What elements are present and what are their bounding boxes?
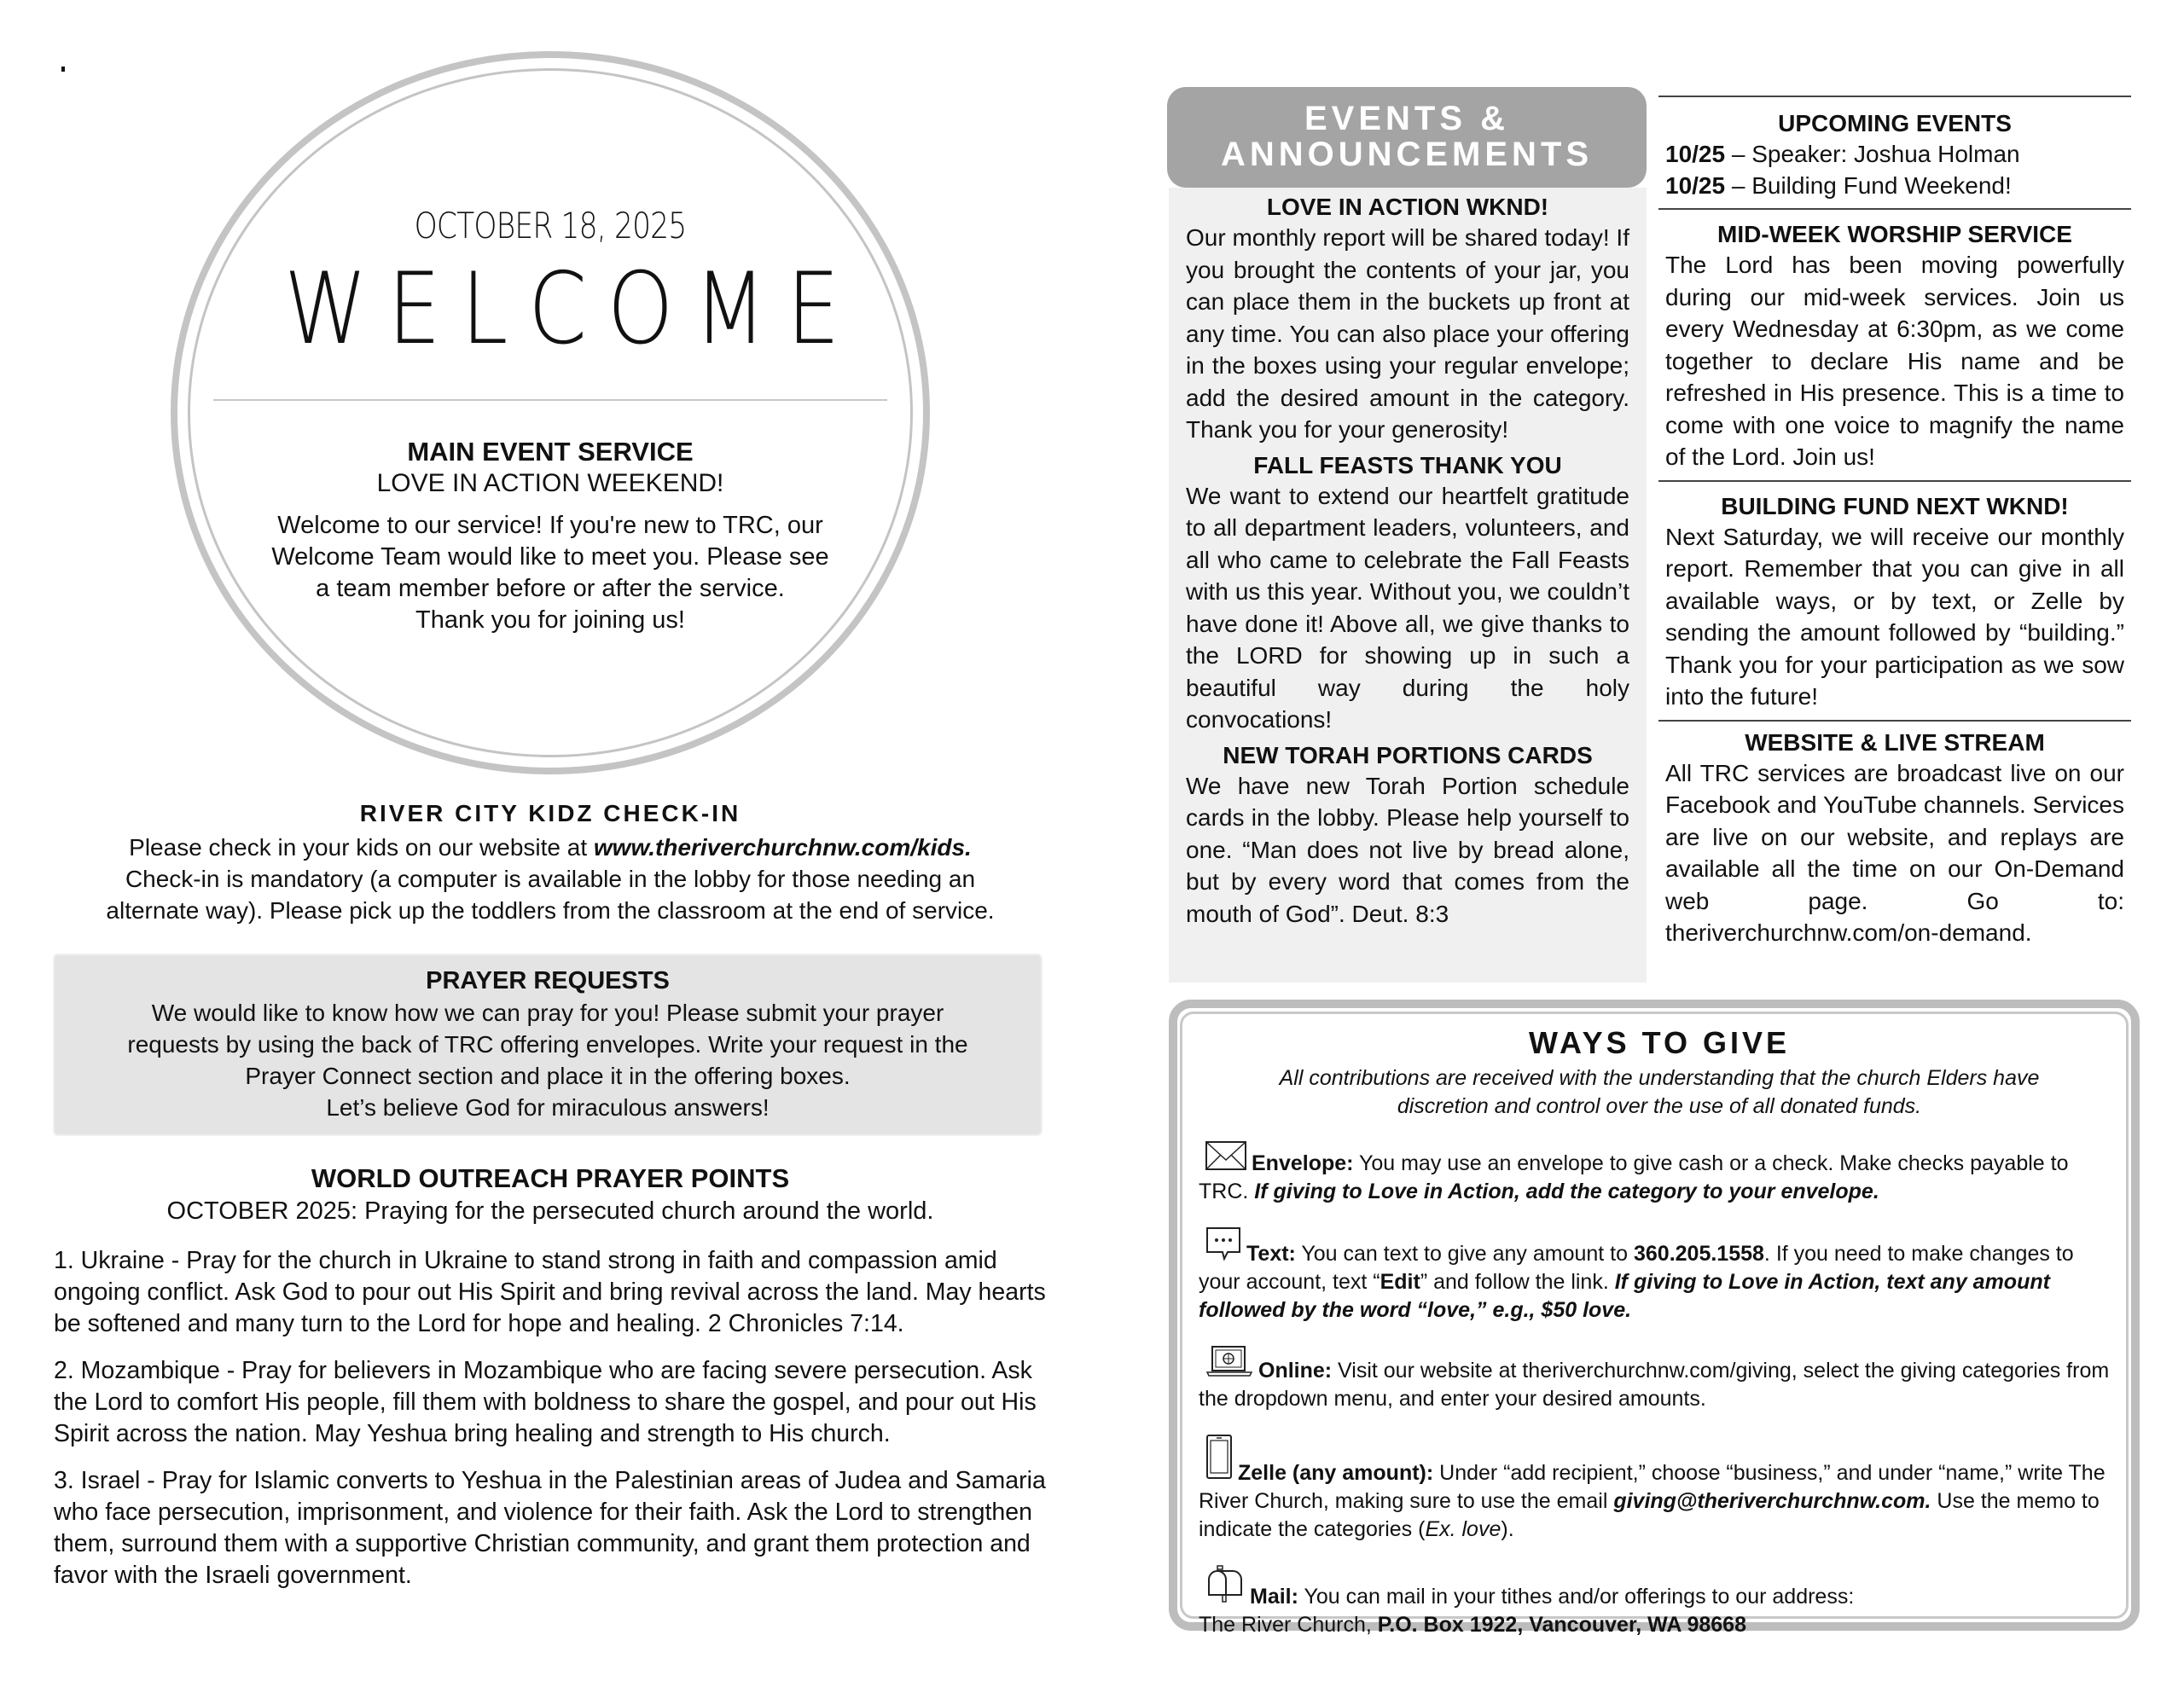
kidz-link[interactable]: www.theriverchurchnw.com/kids. <box>593 834 972 861</box>
section-title: BUILDING FUND NEXT WKND! <box>1721 492 2069 519</box>
give-method-online <box>1199 1345 2120 1413</box>
prayer-point-israel: 3. Israel - Pray for Islamic converts to Yeshua in the Palestinian areas of Judea and Samaria who face persecution, imprisonment, and violence for their faith. Ask the Lord to strengthen them, surround them with a supportive Christian community, and grant them protection and favor with the Israeli government. <box>54 1467 1046 1589</box>
prayer-line: requests by using the back of TRC offering envelopes. Write your request in the <box>127 1031 968 1058</box>
section-title: WEBSITE & LIVE STREAM <box>1745 728 2045 756</box>
welcome-message <box>213 510 887 636</box>
events-header-line2: ANNOUNCEMENTS <box>1220 136 1594 173</box>
welcome-line: Welcome to our service! If you're new to TRC, our <box>277 512 823 539</box>
give-method-text <box>1199 1226 2120 1325</box>
text-phone-number[interactable]: 360.205.1558 <box>1633 1242 1764 1266</box>
outreach-subtitle: OCTOBER 2025: Praying for the persecuted church around the world. <box>166 1197 934 1225</box>
zelle-label: Zelle (any amount): <box>1238 1461 1434 1485</box>
event-date: 10/25 <box>1665 172 1726 199</box>
kidz-line2: Check-in is mandatory (a computer is available in the lobby for those needing an <box>125 866 976 892</box>
prayer-line: Let’s believe God for miraculous answers! <box>326 1094 770 1121</box>
zelle-text: Under “add recipient,” choose “business,” and under “name,” write The River Church, making sure to use the email <box>1199 1461 2106 1513</box>
text-body: . If you need to make changes to your account, text “ <box>1199 1242 2074 1294</box>
divider <box>1658 96 2131 97</box>
online-label: Online: <box>1258 1359 1333 1383</box>
events-panel <box>1169 188 1647 983</box>
ways-to-give-disclaimer <box>1199 1064 2120 1121</box>
event-title: NEW TORAH PORTIONS CARDS <box>1223 741 1593 768</box>
outreach-prayer-points <box>54 1245 1052 1607</box>
section-body: The Lord has been moving powerfully during our mid-week services. Join us every Wednesday at 6:30pm, as we come together to declare His name and be refreshed in His presence. This is a time to come with one voice to magnify the name of the Lord. Join us! <box>1665 252 2124 470</box>
section-body: Next Saturday, we will receive our monthly report. Remember that you can give in all available ways, or by text, or Zelle by sending the amount followed by “building.” Thank you for your participation as we sow into the future! <box>1665 523 2124 710</box>
give-method-envelope <box>1199 1141 2120 1206</box>
laptop-globe-icon <box>1205 1345 1253 1385</box>
text-edit-keyword: Edit <box>1380 1270 1420 1294</box>
event-text: – Speaker: Joshua Holman <box>1725 141 2020 167</box>
give-method-zelle <box>1199 1434 2120 1544</box>
stray-dot-mark <box>61 67 65 72</box>
service-date: OCTOBER 18, 2025 <box>414 205 687 246</box>
right-column <box>1658 96 2131 956</box>
prayer-requests-body <box>55 997 1041 1123</box>
prayer-line: We would like to know how we can pray for you! Please submit your prayer <box>151 1000 944 1026</box>
prayer-line: Prayer Connect section and place it in the offering boxes. <box>245 1063 851 1089</box>
main-event-title: MAIN EVENT SERVICE <box>407 437 694 467</box>
kidz-line1: Please check in your kids on our website at <box>129 834 594 861</box>
text-label: Text: <box>1246 1242 1296 1266</box>
envelope-emphasis: If giving to Love in Action, add the category to your envelope. <box>1254 1180 1879 1203</box>
envelope-icon <box>1205 1141 1246 1178</box>
welcome-title: WELCOME <box>284 252 861 367</box>
prayer-requests-title: PRAYER REQUESTS <box>426 967 670 994</box>
section-title: MID-WEEK WORSHIP SERVICE <box>1717 221 2072 247</box>
welcome-section <box>213 205 887 636</box>
ways-to-give-section <box>1199 1025 2120 1639</box>
kidz-checkin-title: RIVER CITY KIDZ CHECK-IN <box>359 800 741 826</box>
welcome-divider <box>213 399 887 401</box>
divider <box>1658 720 2131 722</box>
prayer-point-mozambique: 2. Mozambique - Pray for believers in Mozambique who are facing severe persecution. Ask the Lord to comfort His people, fill them with boldness to share the gospel, and pour out His Spirit across the nation. May Yeshua bring healing and strength to His church. <box>54 1357 1037 1447</box>
event-date: 10/25 <box>1665 141 1726 167</box>
text-body: You can text to give any amount to <box>1295 1242 1634 1266</box>
envelope-label: Envelope: <box>1252 1151 1354 1175</box>
upcoming-events-title: UPCOMING EVENTS <box>1778 110 2012 136</box>
phone-icon <box>1205 1434 1233 1487</box>
event-body: Our monthly report will be shared today! If you brought the contents of your jar, you can place them in the buckets up front at any time. You can also place your offering in the boxes using your regular envelope; add the desired amount in the category. Thank you for your generosity! <box>1186 224 1629 443</box>
upcoming-event-item <box>1658 170 2131 201</box>
zelle-example: Ex. love <box>1425 1517 1502 1541</box>
zelle-email[interactable]: giving@theriverchurchnw.com. <box>1613 1489 1931 1513</box>
upcoming-event-item <box>1658 138 2131 170</box>
envelope-text: You may use an envelope to give cash or a check. Make checks payable to TRC. <box>1199 1151 2069 1203</box>
kidz-checkin-body <box>51 832 1049 926</box>
text-emphasis: If giving to Love in Action, text any amount followed by the word “love,” e.g., $50 love. <box>1199 1270 2050 1322</box>
welcome-line: Welcome Team would like to meet you. Please see <box>271 543 829 571</box>
welcome-line: Thank you for joining us! <box>415 606 685 634</box>
kidz-line3: alternate way). Please pick up the toddlers from the classroom at the end of service. <box>106 897 995 924</box>
divider <box>1658 480 2131 482</box>
prayer-requests-box <box>53 954 1043 1136</box>
mail-address: P.O. Box 1922, Vancouver, WA 98668 <box>1377 1613 1746 1637</box>
section-body: All TRC services are broadcast live on our Facebook and YouTube channels. Services are live on our website, and replays are available all the time on our On-Demand web page. Go to: theriverchurchnw.com/on-demand. <box>1665 759 2124 946</box>
mail-label: Mail: <box>1250 1585 1298 1609</box>
zelle-text: ). <box>1501 1517 1514 1541</box>
give-method-mail <box>1199 1564 2120 1639</box>
event-title: LOVE IN ACTION WKND! <box>1266 194 1549 220</box>
mail-text: You can mail in your tithes and/or offerings to our address: <box>1298 1585 1855 1609</box>
chat-bubble-icon <box>1205 1226 1241 1268</box>
mailbox-icon <box>1205 1564 1245 1611</box>
main-event-subtitle: LOVE IN ACTION WEEKEND! <box>376 469 724 497</box>
prayer-point-ukraine: 1. Ukraine - Pray for the church in Ukraine to stand strong in faith and compassion amid ongoing conflict. Ask God to pour out His Spirit and bring revival across the land. May hearts be softened and many turn to the Lord for hope and healing. 2 Chronicles 7:14. <box>54 1247 1046 1337</box>
mail-address-prefix: The River Church, <box>1199 1613 1378 1637</box>
online-text: Visit our website at theriverchurchnw.com/giving, select the giving categories from the dropdown menu, and enter your desired amounts. <box>1199 1359 2110 1411</box>
event-body: We want to extend our heartfelt gratitude to all department leaders, volunteers, and all who came to celebrate the Fall Feasts with us this year. Without you, we couldn’t have done it! Above all, we give thanks to the LORD for showing up in such a beautiful way during the holy convocations! <box>1186 482 1629 733</box>
event-text: – Building Fund Weekend! <box>1725 172 2012 199</box>
events-header-line1: EVENTS & <box>1304 100 1510 137</box>
event-title: FALL FEASTS THANK YOU <box>1253 451 1562 478</box>
text-body: ” and follow the link. <box>1420 1270 1615 1294</box>
disclaimer-line: discretion and control over the use of all donated funds. <box>1397 1094 1922 1118</box>
event-body: We have new Torah Portion schedule cards in the lobby. Please help yourself to one. “Man does not live by bread alone, but by every word that comes from the mouth of God”. Deut. 8:3 <box>1186 772 1629 927</box>
welcome-line: a team member before or after the service. <box>316 575 785 602</box>
ways-to-give-title: WAYS TO GIVE <box>1528 1025 1791 1060</box>
divider <box>1658 208 2131 210</box>
zelle-text: Use the memo to indicate the categories ( <box>1199 1489 2100 1541</box>
outreach-title: WORLD OUTREACH PRAYER POINTS <box>311 1163 790 1193</box>
disclaimer-line: All contributions are received with the understanding that the church Elders have <box>1279 1066 2040 1090</box>
events-announcements-header <box>1167 87 1647 188</box>
